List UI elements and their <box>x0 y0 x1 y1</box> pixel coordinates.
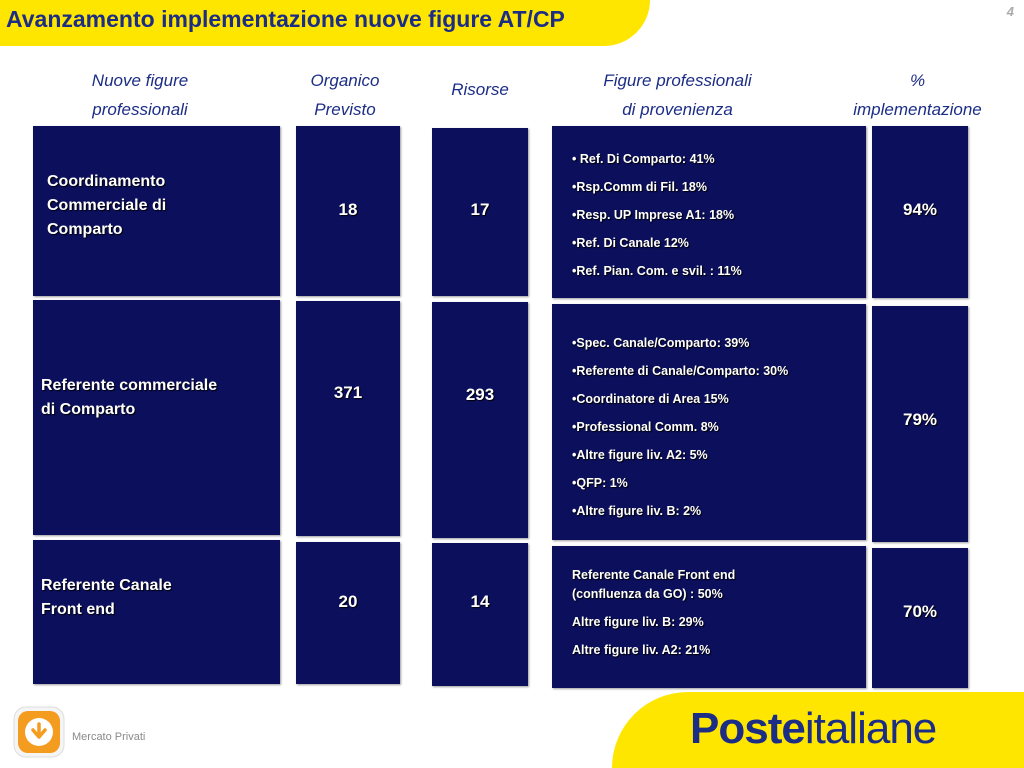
header-provenienza-line1: Figure professionali <box>603 71 752 90</box>
row2-name-line2: di Comparto <box>41 401 136 418</box>
row1-name-line1: Coordinamento <box>47 173 166 190</box>
row2-name-line1: Referente commerciale <box>41 377 218 394</box>
row2-organico: 371 <box>333 383 363 402</box>
posteitaliane-logo <box>690 704 936 754</box>
header-implementazione-line2: implementazione <box>853 100 982 119</box>
row1-name-line2: Commerciale di <box>47 197 167 214</box>
row2-provenienza-item: •Altre figure liv. B: 2% <box>572 504 702 518</box>
header-implementazione <box>830 66 1005 124</box>
row3-risorse-box <box>432 543 528 686</box>
row1-provenienza-item: •Ref. Pian. Com. e svil. : 11% <box>572 264 742 278</box>
row2-provenienza-item: •Altre figure liv. A2: 5% <box>572 448 708 462</box>
row1-provenienza-item: •Ref. Di Canale 12% <box>572 236 689 250</box>
header-organico-line2: Previsto <box>314 100 376 119</box>
row1-provenienza-item: •Resp. UP Imprese A1: 18% <box>572 208 735 222</box>
row1-implementazione: 94% <box>902 200 938 219</box>
row3-name-line1: Referente Canale <box>41 577 172 594</box>
row2-name-box <box>33 300 280 535</box>
row3-name <box>41 574 172 622</box>
row3-provenienza-item: (confluenza da GO) : 50% <box>572 587 723 601</box>
footer-section-label: Mercato Privati <box>72 731 146 743</box>
row3-provenienza-item: Referente Canale Front end <box>572 568 736 582</box>
brand-regular: italiane <box>804 704 937 753</box>
row2-provenienza-item: •Professional Comm. 8% <box>572 420 719 434</box>
header-provenienza <box>560 66 795 124</box>
row3-name-box <box>33 540 280 684</box>
row2-provenienza-item: •Referente di Canale/Comparto: 30% <box>572 364 789 378</box>
header-organico <box>290 66 400 124</box>
row3-provenienza-item: Altre figure liv. B: 29% <box>572 615 704 629</box>
brand-bold: Poste <box>690 704 805 753</box>
mercato-privati-logo <box>12 705 70 761</box>
row1-organico: 18 <box>338 200 358 219</box>
row2-implementazione: 79% <box>902 410 938 429</box>
header-nuove-figure-line1: Nuove figure <box>91 71 189 90</box>
page-title: Avanzamento implementazione nuove figure AT/CP <box>6 6 565 32</box>
row2-provenienza-item: •QFP: 1% <box>572 476 628 490</box>
row3-provenienza-list <box>572 566 735 660</box>
row3-risorse: 14 <box>470 592 490 611</box>
row1-name-line3: Comparto <box>47 221 123 238</box>
row2-risorse: 293 <box>465 385 495 404</box>
row3-organico-box <box>296 542 400 684</box>
row3-name-line2: Front end <box>41 601 115 618</box>
row3-implementazione: 70% <box>902 602 938 621</box>
row2-provenienza-box <box>552 304 866 540</box>
header-implementazione-line1: % <box>909 71 926 90</box>
row2-organico-box <box>296 301 400 536</box>
arrow-down-icon <box>12 705 70 761</box>
row3-organico: 20 <box>338 592 358 611</box>
row2-implementazione-box <box>872 306 968 542</box>
row1-risorse: 17 <box>470 200 490 219</box>
header-risorse: Risorse <box>451 80 509 99</box>
row2-risorse-box <box>432 302 528 538</box>
row1-name <box>47 170 166 242</box>
row2-name <box>41 374 217 422</box>
page-number: 4 <box>1006 4 1014 19</box>
row3-provenienza-box <box>552 546 866 688</box>
header-provenienza-line2: di provenienza <box>622 100 733 119</box>
header-nuove-figure <box>40 66 240 124</box>
row2-provenienza-list <box>572 329 788 525</box>
row2-provenienza-item: •Coordinatore di Area 15% <box>572 392 729 406</box>
row1-provenienza-item: • Ref. Di Comparto: 41% <box>572 152 715 166</box>
header-organico-line1: Organico <box>310 71 380 90</box>
row3-provenienza-item: Altre figure liv. A2: 21% <box>572 643 711 657</box>
row3-implementazione-box <box>872 548 968 688</box>
row1-risorse-box <box>432 128 528 296</box>
row2-provenienza-item: •Spec. Canale/Comparto: 39% <box>572 336 750 350</box>
row1-provenienza-box <box>552 126 866 298</box>
header-nuove-figure-line2: professionali <box>92 100 188 119</box>
row1-provenienza-item: •Rsp.Comm di Fil. 18% <box>572 180 707 194</box>
row1-provenienza-list <box>572 145 742 285</box>
row1-name-box <box>33 126 280 296</box>
row1-organico-box <box>296 126 400 296</box>
row1-implementazione-box <box>872 126 968 298</box>
